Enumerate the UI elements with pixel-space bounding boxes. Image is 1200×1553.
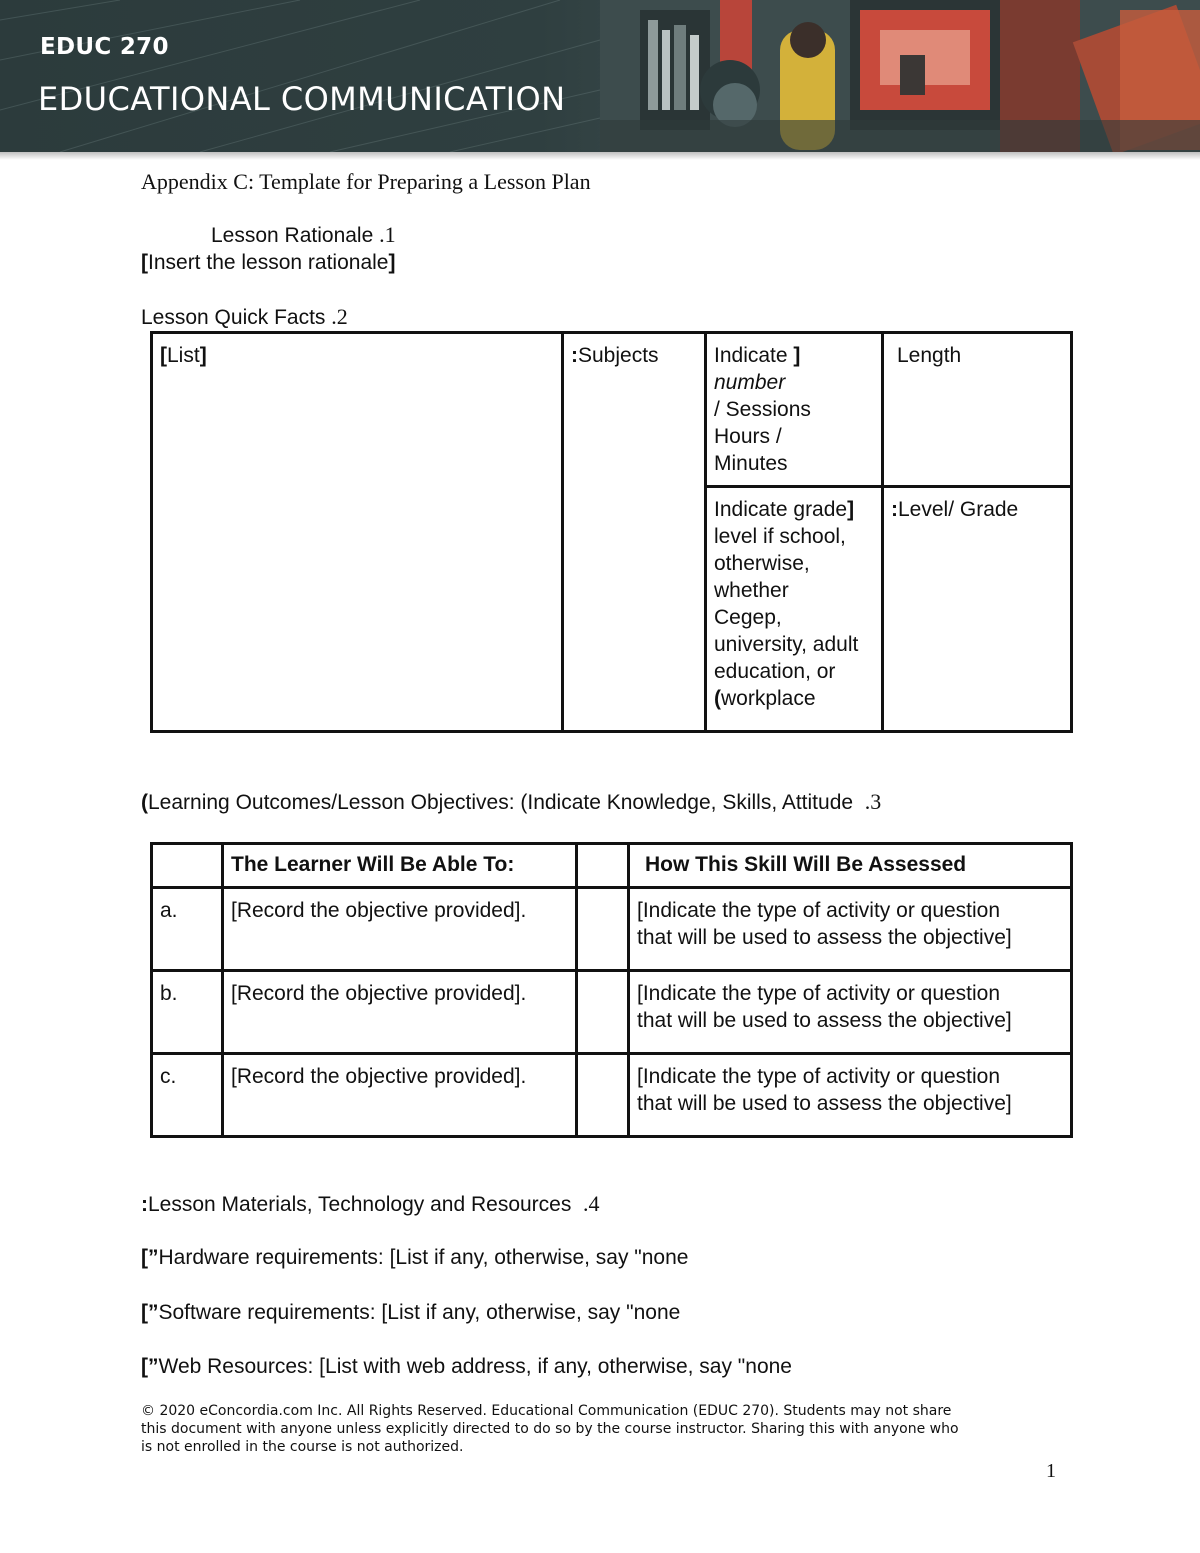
- grade-hint-line-2: level if school,: [714, 525, 846, 548]
- table-row: [152, 888, 1072, 971]
- assessment-line-1: [Indicate the type of activity or question: [637, 982, 1001, 1005]
- section-3-heading: [141, 789, 881, 815]
- length-hint-number: number: [714, 371, 786, 394]
- section-2-number: .2: [331, 304, 348, 329]
- quick-facts-list-cell[interactable]: [152, 333, 563, 732]
- section-4-heading: [141, 1191, 600, 1217]
- list-placeholder: List: [167, 344, 200, 367]
- bracket-close: ]: [388, 251, 396, 274]
- grade-hint-text: Indicate grade: [714, 498, 848, 521]
- row-letter: b.: [152, 971, 223, 1054]
- table-row: [152, 971, 1072, 1054]
- paren: (: [714, 687, 721, 710]
- bracket-quote: [”: [141, 1301, 159, 1324]
- page-number: 1: [1046, 1460, 1056, 1482]
- section-2-heading: [141, 304, 348, 330]
- footer-line-2: this document with anyone unless explicitly directed to do so by the course instructor. Sharing this with anyone who: [141, 1421, 959, 1437]
- objectives-table: [150, 842, 1073, 1138]
- length-hint-hours: Hours /: [714, 425, 782, 448]
- course-title: EDUCATIONAL COMMUNICATION: [38, 80, 566, 118]
- subjects-label: Subjects: [578, 344, 659, 367]
- colon: :: [141, 1193, 148, 1216]
- footer-line-1: © 2020 eConcordia.com Inc. All Rights Reserved. Educational Communication (EDUC 270). Students may not share: [141, 1403, 952, 1419]
- length-hint-cell[interactable]: [706, 333, 883, 487]
- grade-label-cell: [883, 487, 1072, 732]
- grade-hint-line-4: whether: [714, 579, 789, 602]
- subjects-label-cell: [563, 333, 706, 732]
- web-resources-line: [141, 1355, 792, 1379]
- assessment-line-1: [Indicate the type of activity or question: [637, 899, 1001, 922]
- empty-cell: [577, 1054, 629, 1137]
- course-code: EDUC 270: [40, 34, 169, 60]
- objectives-header-row: [152, 844, 1072, 888]
- rationale-placeholder: Insert the lesson rationale: [148, 251, 389, 274]
- length-hint-minutes: Minutes: [714, 452, 788, 475]
- hardware-requirements-line: [141, 1246, 688, 1270]
- bracket-open: [: [160, 344, 167, 367]
- grade-hint-line-8: [714, 685, 874, 712]
- row-letter: c.: [152, 1054, 223, 1137]
- length-hint-text: Indicate: [714, 344, 788, 367]
- quick-facts-table: [150, 331, 1073, 733]
- section-4-number: .4: [583, 1191, 600, 1216]
- assessment-line-2: that will be used to assess the objective]: [637, 926, 1012, 949]
- objective-cell[interactable]: [Record the objective provided].: [223, 1054, 577, 1137]
- grade-hint-line-5: Cegep,: [714, 606, 782, 629]
- grade-hint-cell[interactable]: [706, 487, 883, 732]
- table-row: [152, 1054, 1072, 1137]
- assessment-cell[interactable]: [629, 971, 1072, 1054]
- bracket-open: [: [141, 251, 148, 274]
- row-letter: a.: [152, 888, 223, 971]
- colon: :: [571, 344, 578, 367]
- assessment-line-1: [Indicate the type of activity or question: [637, 1065, 1001, 1088]
- objective-cell[interactable]: [Record the objective provided].: [223, 888, 577, 971]
- document-title: Appendix C: Template for Preparing a Lesson Plan: [141, 169, 591, 194]
- section-3-number: .3: [864, 789, 882, 814]
- section-1-heading: [211, 222, 396, 248]
- empty-cell: [577, 971, 629, 1054]
- assessment-header: How This Skill Will Be Assessed: [629, 844, 1072, 888]
- objective-header: The Learner Will Be Able To:: [223, 844, 577, 888]
- bracket: ]: [847, 498, 855, 521]
- section-3-heading-text: Learning Outcomes/Lesson Objectives: (Indicate Knowledge, Skills, Attitude: [148, 791, 854, 814]
- grade-hint-workplace: workplace: [721, 687, 816, 710]
- assessment-cell[interactable]: [629, 888, 1072, 971]
- banner-shadow: [0, 152, 1200, 160]
- section-1-number: .1: [379, 222, 396, 247]
- length-hint-sessions: / Sessions: [714, 398, 811, 421]
- grade-hint-line-6: university, adult: [714, 633, 859, 656]
- grade-hint-line-7: education, or: [714, 660, 836, 683]
- assessment-line-2: that will be used to assess the objective]: [637, 1009, 1012, 1032]
- empty-header-cell: [152, 844, 223, 888]
- header-banner: [0, 0, 1200, 152]
- assessment-line-2: that will be used to assess the objective]: [637, 1092, 1012, 1115]
- section-1-heading-text: Lesson Rationale: [211, 224, 374, 247]
- empty-header-cell: [577, 844, 629, 888]
- classroom-illustration-image: [0, 0, 1200, 152]
- footer-line-3: is not enrolled in the course is not authorized.: [141, 1439, 464, 1455]
- grade-hint-line: [714, 496, 874, 523]
- bracket-quote: [”: [141, 1355, 159, 1378]
- grade-label: Level/ Grade: [898, 498, 1019, 521]
- software-requirements-text: Software requirements: [List if any, otherwise, say "none: [158, 1301, 681, 1324]
- software-requirements-line: [141, 1301, 680, 1325]
- section-1-placeholder: [141, 251, 395, 275]
- assessment-cell[interactable]: [629, 1054, 1072, 1137]
- bracket-close: ]: [199, 344, 207, 367]
- grade-hint-line-3: otherwise,: [714, 552, 810, 575]
- section-4-heading-text: Lesson Materials, Technology and Resources: [148, 1193, 572, 1216]
- paren: (: [141, 791, 148, 814]
- web-resources-text: Web Resources: [List with web address, if any, otherwise, say "none: [158, 1355, 792, 1378]
- length-hint-line: [714, 342, 874, 369]
- objective-cell[interactable]: [Record the objective provided].: [223, 971, 577, 1054]
- colon: :: [891, 498, 898, 521]
- bracket: ]: [793, 344, 801, 367]
- section-2-heading-text: Lesson Quick Facts: [141, 306, 326, 329]
- length-label: Length: [897, 344, 962, 367]
- length-label-cell: [883, 333, 1072, 487]
- bracket-quote: [”: [141, 1246, 159, 1269]
- copyright-footer: [141, 1402, 1071, 1456]
- empty-cell: [577, 888, 629, 971]
- hardware-requirements-text: Hardware requirements: [List if any, otherwise, say "none: [158, 1246, 689, 1269]
